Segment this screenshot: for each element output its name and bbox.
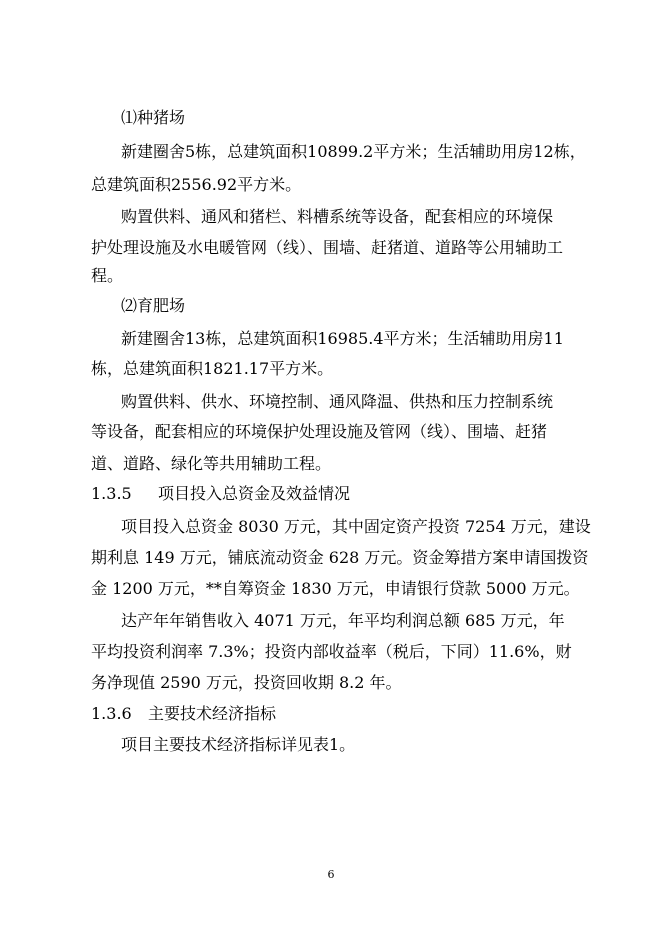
paragraph-line: 购置供料、供水、环境控制、通风降温、供热和压力控制系统	[121, 392, 554, 411]
paragraph-line: 新建圈舍5栋，总建筑面积10899.2平方米；生活辅助用房12栋，	[121, 142, 586, 161]
paragraph-line: 道、道路、绿化等共用辅助工程。	[91, 454, 332, 473]
paragraph-line: 金 1200 万元，**自筹资金 1830 万元，申请银行贷款 5000 万元。	[91, 579, 580, 598]
paragraph-line: 达产年年销售收入 4071 万元，年平均利润总额 685 万元，年	[121, 611, 565, 630]
paragraph-line: 等设备，配套相应的环境保护处理设施及管网（线）、围墙、赶猪	[91, 422, 548, 441]
page-number: 6	[327, 868, 335, 881]
paragraph-line: 购置供料、通风和猪栏、料槽系统等设备，配套相应的环境保	[121, 207, 554, 226]
paragraph-line: 平均投资利润率 7.3%；投资内部收益率（税后，下同）11.6%，财	[91, 642, 572, 661]
section-number-1-3-6: 1.3.6	[91, 704, 132, 723]
paragraph-line: 总建筑面积2556.92平方米。	[91, 175, 302, 194]
paragraph-line: 务净现值 2590 万元，投资回收期 8.2 年。	[91, 673, 402, 692]
section-number-1-3-5: 1.3.5	[91, 484, 132, 503]
section-title-technical-indicators: 主要技术经济指标	[148, 704, 277, 723]
paragraph-line: 程。	[91, 266, 124, 285]
paragraph-line: 项目主要技术经济指标详见表1。	[121, 735, 356, 754]
section-heading-breeding-farm: ⑴种猪场	[121, 108, 186, 127]
section-heading-fattening-farm: ⑵育肥场	[121, 296, 186, 315]
paragraph-line: 期利息 149 万元，铺底流动资金 628 万元。资金筹措方案申请国拨资	[91, 548, 589, 567]
paragraph-line: 新建圈舍13栋，总建筑面积16985.4平方米；生活辅助用房11	[121, 329, 564, 348]
paragraph-line: 栋，总建筑面积1821.17平方米。	[91, 359, 334, 378]
paragraph-line: 项目投入总资金 8030 万元，其中固定资产投资 7254 万元，建设	[121, 517, 591, 536]
section-title-investment: 项目投入总资金及效益情况	[158, 484, 351, 503]
paragraph-line: 护处理设施及水电暖管网（线）、围墙、赶猪道、道路等公用辅助工	[91, 238, 564, 257]
